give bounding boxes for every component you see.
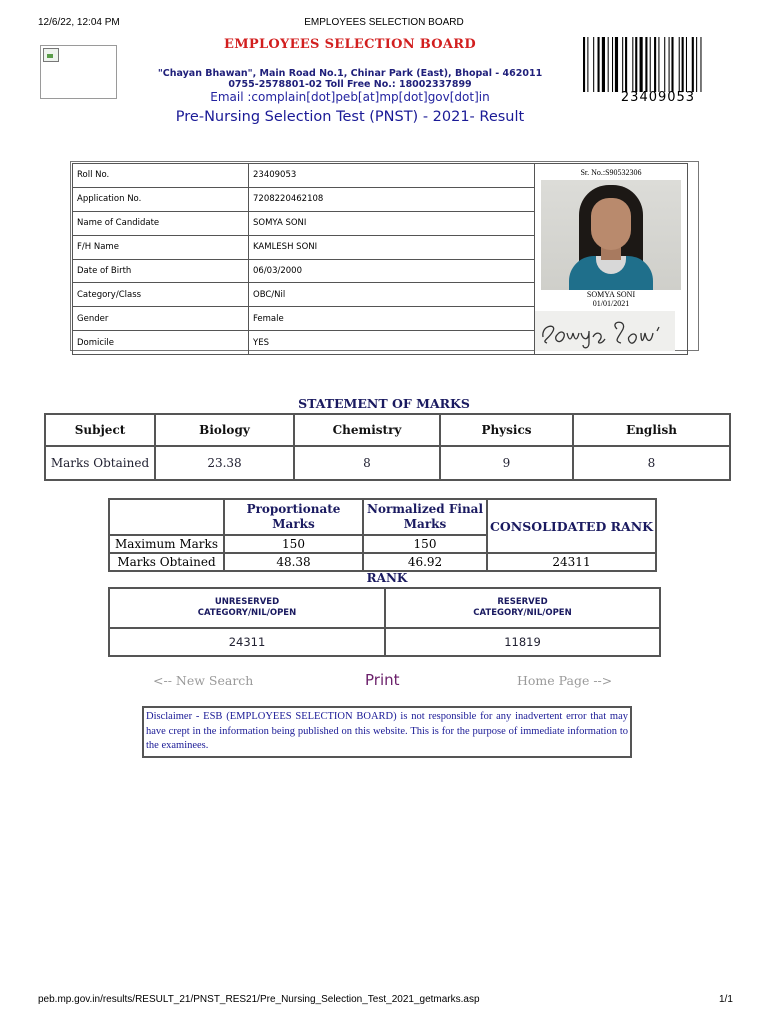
candidate-table [72,163,688,355]
obtained-normalized: 46.92 [363,553,487,571]
obtained-label: Marks Obtained [109,553,224,571]
chemistry-marks: 8 [294,446,440,480]
print-page-title: EMPLOYEES SELECTION BOARD [304,17,464,28]
header-physics: Physics [440,414,573,446]
serial-number: Sr. No.:S90532306 [580,168,642,177]
candidate-field-value: 23409053 [249,164,535,188]
disclaimer: Disclaimer - ESB (EMPLOYEES SELECTION BOARD) is not responsible for any inadvertent error that may have crept in the information being published on this website. This is for the purpose of immediate information to the examinees. [142,706,632,758]
header-biology: Biology [155,414,294,446]
candidate-signature [535,311,675,351]
barcode-bar [654,37,656,92]
unreserved-line1: UNRESERVED [214,597,280,607]
candidate-field-label: Gender [73,307,249,331]
candidate-field-value: YES [249,331,535,355]
barcode-bar [583,37,585,92]
max-normalized: 150 [363,535,487,553]
candidate-field-label: Date of Birth [73,259,249,283]
candidate-field-value: KAMLESH SONI [249,235,535,259]
print-link[interactable]: Print [365,671,400,689]
barcode-bar [640,37,643,92]
barcode-bar [632,37,633,92]
candidate-field-label: Name of Candidate [73,211,249,235]
barcode-bar [587,37,588,92]
marks-header-row [45,414,730,446]
unreserved-line2: CATEGORY/NIL/OPEN [197,608,297,618]
header-normalized: Normalized Final Marks [363,499,487,535]
barcode-bar [679,37,680,92]
obtained-proportionate: 48.38 [224,553,363,571]
physics-marks: 9 [440,446,573,480]
header-consolidated-rank: CONSOLIDATED RANK [487,499,656,553]
marks-table [44,413,731,481]
max-proportionate: 150 [224,535,363,553]
print-datetime: 12/6/22, 12:04 PM [38,17,120,28]
consolidated-rank: 24311 [487,553,656,571]
candidate-field-label: Domicile [73,331,249,355]
barcode-bar [692,37,694,92]
candidate-field-label: Category/Class [73,283,249,307]
reserved-header [385,588,660,628]
print-page-number: 1/1 [719,994,733,1005]
home-page-link[interactable]: Home Page --> [517,673,613,688]
header-chemistry: Chemistry [294,414,440,446]
barcode-bar [593,37,594,92]
candidate-field-value: SOMYA SONI [249,211,535,235]
candidate-field-value: 7208220462108 [249,187,535,211]
photo-name: SOMYA SONI [586,290,636,299]
result-title: Pre-Nursing Selection Test (PNST) - 2021- Result [175,109,525,125]
candidate-field-value: OBC/Nil [249,283,535,307]
candidate-field-value: Female [249,307,535,331]
email-line: Email :complain[dot]peb[at]mp[dot]gov[dot]in [210,90,490,104]
barcode-bar [658,37,659,92]
header-proportionate: Proportionate Marks [224,499,363,535]
photo-cell [535,164,688,355]
barcode-bar [686,37,687,92]
barcode-bar [622,37,623,92]
barcode-bar [625,37,627,92]
unreserved-header [109,588,385,628]
normalized-table [108,498,657,572]
print-url: peb.mp.gov.in/results/RESULT_21/PNST_RES21/Pre_Nursing_Selection_Test_2021_getmarks.asp [38,994,480,1005]
barcode-bar [671,37,673,92]
barcode-bar [635,37,637,92]
statement-title: STATEMENT OF MARKS [298,396,470,411]
reserved-rank: 11819 [385,628,660,656]
barcode-bar [602,37,605,92]
english-marks: 8 [573,446,730,480]
reserved-line2: CATEGORY/NIL/OPEN [473,608,572,618]
barcode-bar [608,37,609,92]
rank-title: RANK [366,571,408,585]
barcode-bar [696,37,697,92]
candidate-row [73,164,688,188]
barcode-bar [669,37,670,92]
barcode-number: 23409053 [620,90,696,105]
barcode [583,37,733,92]
barcode-bar [598,37,600,92]
candidate-field-label: F/H Name [73,235,249,259]
candidate-field-label: Application No. [73,187,249,211]
unreserved-rank: 24311 [109,628,385,656]
blank-corner [109,499,224,535]
board-name: EMPLOYEES SELECTION BOARD [224,37,476,52]
marks-obtained-row [45,446,730,480]
row-label: Marks Obtained [45,446,155,480]
barcode-bar [650,37,651,92]
photo-date: 01/01/2021 [592,299,630,308]
barcode-bar [682,37,684,92]
header-english: English [573,414,730,446]
header-subject: Subject [45,414,155,446]
barcode-bar [700,37,701,92]
phone-line: 0755-2578801-02 Toll Free No.: 18002337899 [228,79,472,90]
reserved-line1: RESERVED [497,597,548,607]
barcode-bar [645,37,647,92]
address-line: "Chayan Bhawan", Main Road No.1, Chinar Park (East), Bhopal - 462011 [157,68,543,79]
barcode-bar [664,37,665,92]
rank-table [108,587,661,657]
new-search-link[interactable]: <-- New Search [153,673,254,688]
barcode-bar [612,37,613,92]
biology-marks: 23.38 [155,446,294,480]
candidate-photo [541,180,681,290]
max-marks-label: Maximum Marks [109,535,224,553]
candidate-field-label: Roll No. [73,164,249,188]
candidate-field-value: 06/03/2000 [249,259,535,283]
barcode-bar [615,37,618,92]
